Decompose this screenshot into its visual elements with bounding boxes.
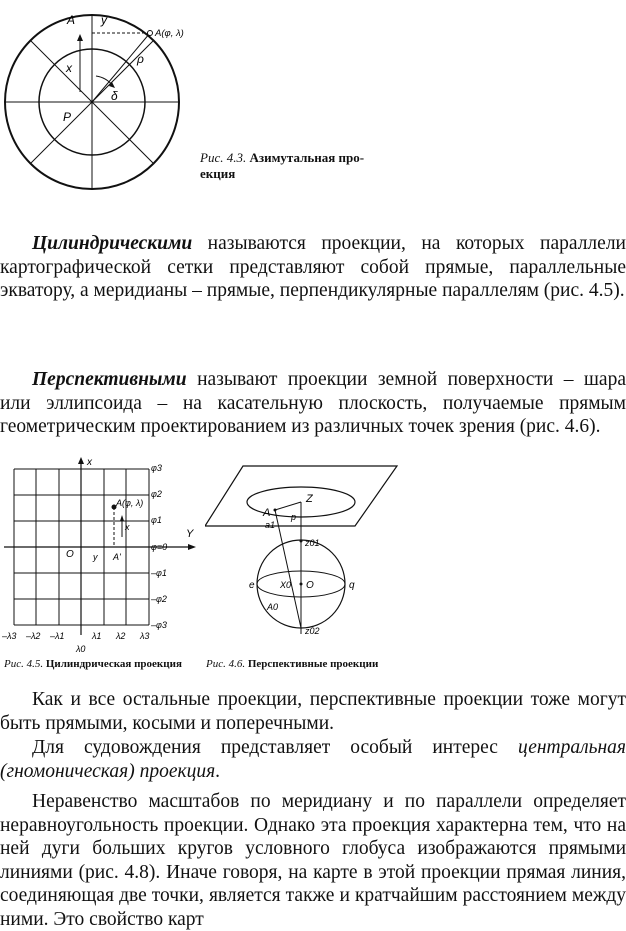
label-x-small: x (125, 522, 130, 532)
figure-4-6-caption (206, 657, 406, 671)
figure-4-6-perspective (205, 458, 405, 656)
label-rho: ρ (137, 52, 144, 66)
text-inequality: Неравенство масштабов по меридиану и по параллели определяет неравноугольность проекции. Однако эта проекция характерна тем, что на ней дуги больших кругов условного глобуса изображаются прямыми линиями (рис. 4.8). Иначе говоря, на карте в этой проекции прямая линия, соединяющая две точки, является также и кратчайшим расстоянием между ними. Это свойство карт (0, 791, 626, 930)
label-y: y (101, 13, 107, 27)
label-delta: δ (111, 89, 118, 103)
label-a1: a1 (265, 520, 276, 530)
lat-label: –φ3 (151, 620, 167, 630)
caption-number: Рис. 4.3. (200, 150, 247, 165)
point-z01 (300, 540, 303, 543)
paragraph-inequality (0, 790, 626, 931)
lat-label: φ3 (151, 463, 162, 473)
caption-line-1: Азимутальная про- (249, 150, 365, 165)
label-X0: X0 (280, 580, 292, 590)
x-arrowhead-small (120, 515, 124, 521)
lon-label: λ1 (92, 631, 102, 641)
label-A: A (263, 507, 271, 519)
lon-label: –λ1 (50, 631, 65, 641)
caption-number: Рис. 4.5. (4, 658, 44, 670)
x-arrowhead (77, 34, 83, 41)
point-O (300, 583, 303, 586)
axis-x-arrowhead (78, 457, 84, 464)
plane-ray (275, 502, 301, 510)
label-y-small: y (93, 552, 98, 562)
text-navigation-tail: . (215, 760, 221, 782)
label-z02: z02 (305, 626, 320, 636)
lat-label: –φ2 (151, 594, 167, 604)
label-z01: z01 (305, 538, 320, 548)
label-Z: Z (306, 493, 313, 505)
text-cylindrical: называются проекции, на которых параллели картографической сетки представляют собой прямые, параллельные экватору, а меридианы – прямые, перпендикулярные параллелям (рис. 4.5). (0, 233, 626, 301)
label-P: P (63, 110, 72, 124)
lat-label: –φ1 (151, 568, 167, 578)
label-A-prime: A' (113, 552, 121, 562)
point-A (148, 31, 153, 36)
label-point-coords: A(φ, λ) (116, 498, 144, 508)
paragraph-navigation (0, 736, 626, 783)
label-q: q (349, 580, 355, 591)
point-A (274, 509, 277, 512)
label-origin: O (66, 549, 74, 560)
term-perspective: Перспективными (32, 369, 187, 390)
text-navigation: Для судовождения представляет особый интерес (32, 737, 518, 758)
text-types: Как и все остальные проекции, перспективные проекции тоже могут быть прямыми, косыми и поперечными. (0, 689, 626, 734)
axis-x-label: x (87, 457, 92, 468)
caption-number: Рис. 4.6. (206, 658, 246, 670)
caption-line-2: екция (200, 166, 236, 181)
caption-text: Цилиндрическая проекция (45, 658, 182, 670)
axis-y-arrowhead (188, 544, 196, 550)
figure-4-5-cylindrical (0, 455, 200, 655)
caption-text: Перспективные проекции (247, 658, 379, 670)
text-perspective: называют проекции земной поверхности – шара или эллипсоида – на касательную плоскость, получаемые прямым геометрическим проектированием из различных точек зрения (рис. 4.6). (0, 369, 626, 437)
lon-label: –λ3 (2, 631, 17, 641)
lat-label-equator: φ=0 (151, 542, 168, 552)
lon-label: –λ2 (26, 631, 41, 641)
rho-line (92, 33, 150, 102)
label-x: x (66, 61, 72, 75)
lon-label: λ3 (140, 631, 150, 641)
paragraph-perspective (0, 368, 626, 439)
lat-label: φ1 (151, 515, 162, 525)
axis-y-label: Y (186, 528, 194, 540)
label-e: e (249, 580, 255, 591)
term-gnomonic: центральная (гномоническая) проекция (0, 737, 626, 782)
lat-label: φ2 (151, 489, 162, 499)
figure-4-5-caption (4, 657, 204, 671)
label-p: p (291, 512, 297, 522)
label-A0: A0 (267, 602, 279, 612)
paragraph-cylindrical (0, 232, 626, 303)
projection-ray (275, 510, 301, 628)
label-A: A (67, 13, 76, 27)
label-point-coords: A(φ, λ) (155, 28, 184, 39)
figure-4-3-caption (200, 150, 390, 182)
label-O: O (306, 580, 314, 591)
term-cylindrical: Цилиндрическими (32, 233, 193, 254)
paragraph-types (0, 688, 626, 735)
lon-label: λ2 (116, 631, 126, 641)
lon-label-zero: λ0 (76, 644, 86, 654)
